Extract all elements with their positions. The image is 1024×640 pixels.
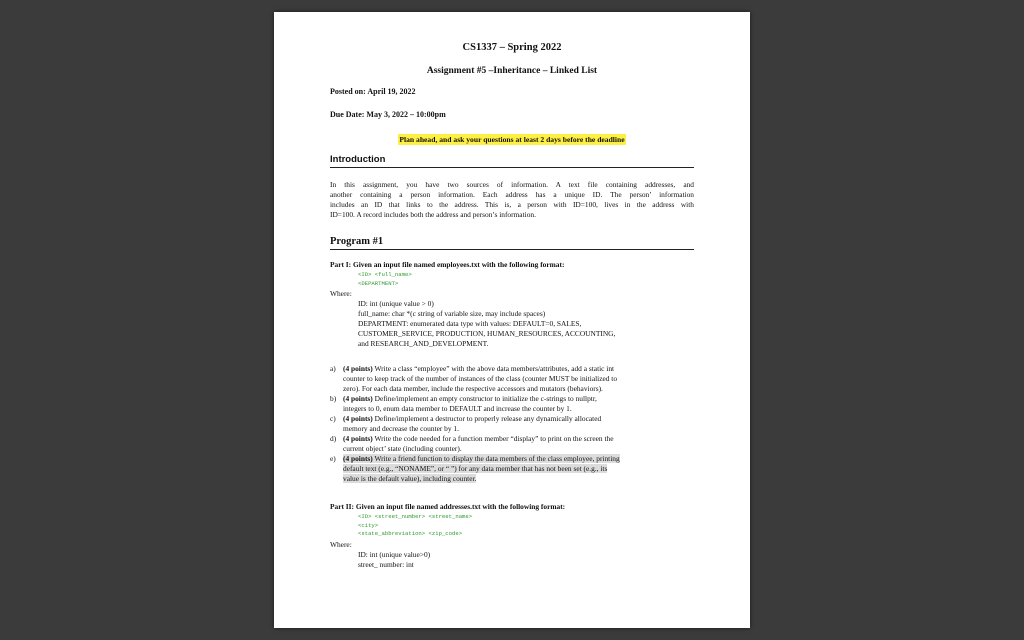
task-points: (4 points) (343, 454, 373, 463)
task-item-d (330, 434, 694, 454)
part2-definitions (358, 550, 430, 570)
highlight-text: Plan ahead, and ask your questions at least 2 days before the deadline (399, 135, 625, 144)
task-points: (4 points) (343, 364, 373, 373)
task-line: Define/implement an empty constructor to initialize the c-strings to nullptr, (374, 394, 597, 403)
part1-intro-text: Part I: Given an input file named employees.txt with the following format: (330, 260, 565, 269)
task-item-e (330, 454, 694, 484)
code-line: <city> (358, 521, 379, 529)
part2-intro-text: Part II: Given an input file named addresses.txt with the following format: (330, 502, 566, 511)
definition-line: DEPARTMENT: enumerated data type with values: DEFAULT=0, SALES, (358, 319, 582, 328)
task-line: current object’ state (including counter). (343, 444, 462, 453)
paragraph-line: ID=100. A record includes both the address and person’s information. (330, 210, 536, 219)
task-marker: a) (330, 364, 336, 373)
document-title: CS1337 – Spring 2022 (462, 42, 562, 53)
definition-line: full_name: char *(c string of variable size, may include spaces) (358, 309, 546, 318)
part2-format-code (358, 513, 472, 539)
section-divider (330, 249, 694, 250)
part1-task-list (330, 364, 694, 484)
code-line: <ID> <street_number> <street_name> (358, 513, 473, 520)
task-item-b (330, 394, 694, 414)
task-points: (4 points) (343, 414, 373, 423)
task-line: default text (e.g., “NONAME”, or “ ”) for any data member that has not been set (e.g., its (343, 464, 608, 473)
definition-line: CUSTOMER_SERVICE, PRODUCTION, HUMAN_RESOURCES, ACCOUNTING, (358, 329, 616, 338)
task-line: integers to 0, enum data member to DEFAULT and increase the counter by 1. (343, 404, 572, 413)
paragraph-line: In this assignment, you have two sources of information. A text file containing addresses, and (330, 180, 694, 189)
posted-date: Posted on: April 19, 2022 (330, 87, 416, 96)
paragraph-line: includes an ID that links to the address. This is, a person with ID=100, lives in the address with (330, 200, 694, 209)
due-date: Due Date: May 3, 2022 – 10:00pm (330, 110, 446, 119)
part1-intro (330, 260, 564, 270)
task-points: (4 points) (343, 394, 373, 403)
paragraph-line: another containing a person information. Each address has a unique ID. The person’ information (330, 190, 694, 199)
definition-line: and RESEARCH_AND_DEVELOPMENT. (358, 339, 489, 348)
task-line: Define/implement a destructor to properly release any dynamically allocated (374, 414, 602, 423)
part1-format-code (358, 271, 412, 288)
part1-where-label: Where: (330, 289, 352, 298)
code-line: <DEPARTMENT> (358, 279, 399, 287)
task-line: Write a friend function to display the data members of the class employee, printing (374, 454, 620, 463)
part2-intro (330, 502, 565, 512)
definition-line: ID: int (unique value > 0) (358, 299, 434, 308)
definition-line: street_ number: int (358, 560, 414, 569)
task-line: zero). For each data member, include the respective accessors and mutators (behaviors). (343, 384, 603, 393)
program-heading: Program #1 (330, 236, 384, 247)
assignment-subtitle: Assignment #5 –Inheritance – Linked List (426, 66, 598, 76)
task-line: value is the default value), including counter. (343, 474, 477, 483)
code-line: <state_abbreviation> <zip_code> (358, 530, 463, 537)
task-points: (4 points) (343, 434, 373, 443)
part2-where-label: Where: (330, 540, 352, 549)
task-marker: d) (330, 434, 337, 443)
task-line: counter to keep track of the number of instances of the class (counter MUST be initialized to (343, 374, 618, 383)
code-line: <ID> <full_name> (358, 271, 412, 278)
task-line: Write the code needed for a function member “display” to print on the screen the (374, 434, 614, 443)
introduction-heading: Introduction (330, 154, 386, 165)
part1-definitions (358, 299, 615, 349)
task-line: memory and decrease the counter by 1. (343, 424, 459, 433)
task-marker: b) (330, 394, 337, 403)
task-line: Write a class “employee” with the above data members/attributes, add a static int (374, 364, 615, 373)
task-item-c (330, 414, 694, 434)
introduction-paragraph (330, 180, 694, 220)
task-item-a (330, 364, 694, 394)
definition-line: ID: int (unique value>0) (358, 550, 431, 559)
task-marker: c) (330, 414, 336, 423)
document-page (274, 12, 750, 628)
section-divider (330, 167, 694, 168)
task-marker: e) (330, 454, 336, 463)
deadline-highlight (330, 129, 694, 147)
